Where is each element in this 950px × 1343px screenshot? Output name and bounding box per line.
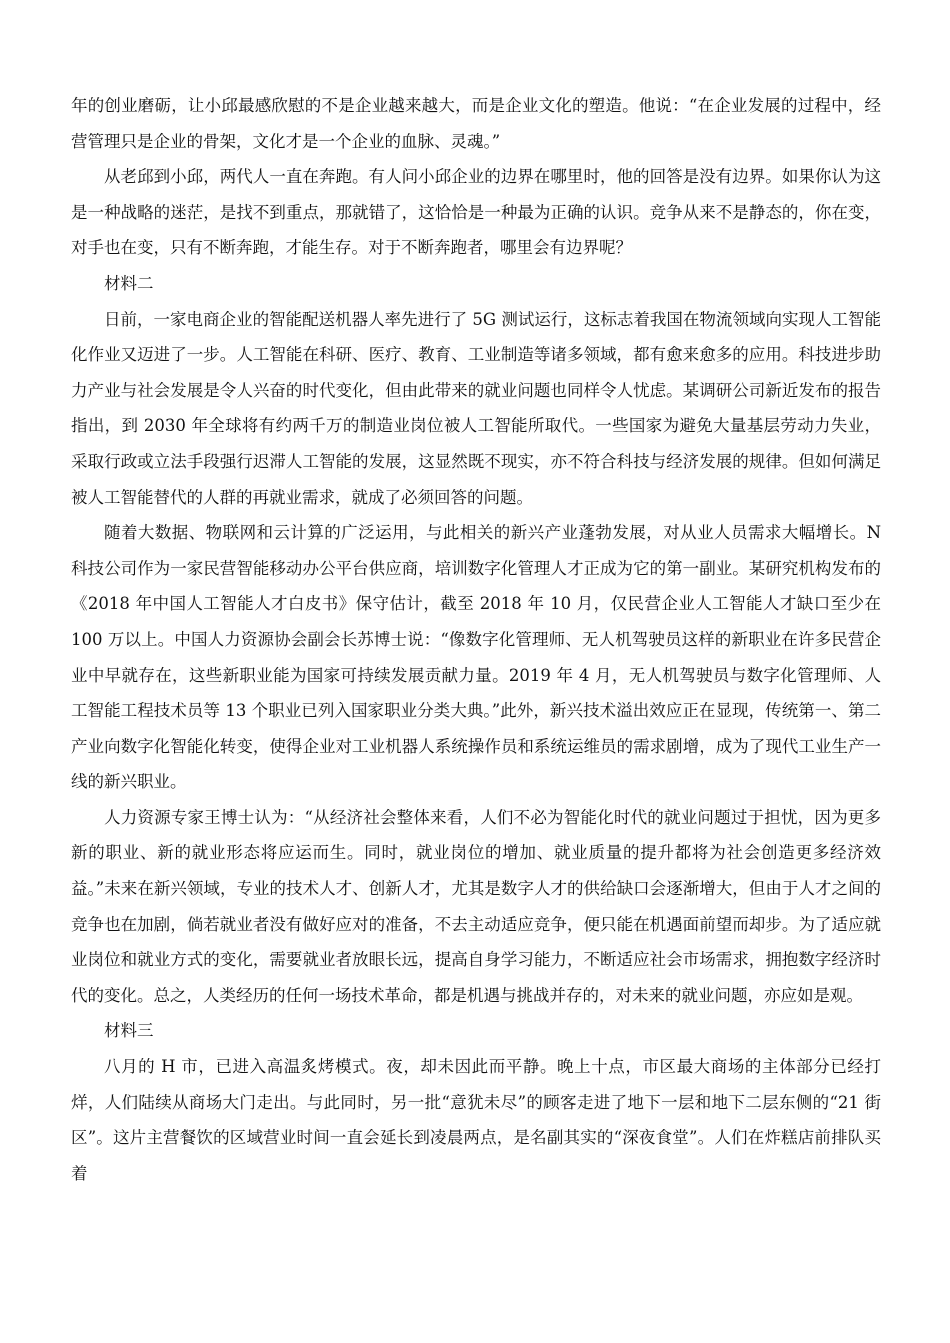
paragraph: 从老邱到小邱，两代人一直在奔跑。有人问小邱企业的边界在哪里时，他的回答是没有边界。如果你认为这是一种战略的迷茫，是找不到重点，那就错了，这恰恰是一种最为正确的认识。竞争从来不是静态的，你在变，对手也在变，只有不断奔跑，才能生存。对于不断奔跑者，哪里会有边界呢？ xyxy=(71,167,881,258)
section-heading-material-3: 材料三 xyxy=(104,1021,154,1041)
document-page xyxy=(71,88,881,1191)
paragraph: 八月的 H 市，已进入高温炙烤模式。夜，却未因此而平静。晚上十点，市区最大商场的主体部分已经打烊，人们陆续从商场大门走出。与此同时，另一批“意犹未尽”的顾客走进了地下一层和地下二层东侧的“21 街区”。这片主营餐饮的区域营业时间一直会延长到凌晨两点，是名副其实的“深夜食堂”。人们在炸糕店前排队买着 xyxy=(71,1057,881,1183)
paragraph: 随着大数据、物联网和云计算的广泛运用，与此相关的新兴产业蓬勃发展，对从业人员需求大幅增长。N 科技公司作为一家民营智能移动办公平台供应商，培训数字化管理人才正成为它的第一副业。某研究机构发布的《2018 年中国人工智能人才白皮书》保守估计，截至 2018 年 10 月，仅民营企业人工智能人才缺口至少在 100 万以上。中国人力资源协会副会长苏博士说：“像数字化管理师、无人机驾驶员这样的新职业在许多民营企业中早就存在，这些新职业能为国家可持续发展贡献力量。2019 年 4 月，无人机驾驶员与数字化管理师、人工智能工程技术员等 13 个职业已列入国家职业分类大典。”此外，新兴技术溢出效应正在显现，传统第一、第二产业向数字化智能化转变，使得企业对工业机器人系统操作员和系统运维员的需求剧增，成为了现代工业生产一线的新兴职业。 xyxy=(71,523,881,792)
paragraph-continued: 年的创业磨砺，让小邱最感欣慰的不是企业越来越大，而是企业文化的塑造。他说：“在企业发展的过程中，经营管理只是企业的骨架，文化才是一个企业的血脉、灵魂。” xyxy=(71,96,881,151)
paragraph: 人力资源专家王博士认为：“从经济社会整体来看，人们不必为智能化时代的就业问题过于担忧，因为更多新的职业、新的就业形态将应运而生。同时，就业岗位的增加、就业质量的提升都将为社会创造更多经济效益。”未来在新兴领域，专业的技术人才、创新人才，尤其是数字人才的供给缺口会逐渐增大，但由于人才之间的竞争也在加剧，倘若就业者没有做好应对的准备，不去主动适应竞争，便只能在机遇面前望而却步。为了适应就业岗位和就业方式的变化，需要就业者放眼长远，提高自身学习能力，不断适应社会市场需求，拥抱数字经济时代的变化。总之，人类经历的任何一场技术革命，都是机遇与挑战并存的，对未来的就业问题，亦应如是观。 xyxy=(71,807,881,1005)
section-heading-material-2: 材料二 xyxy=(104,273,154,293)
paragraph: 日前，一家电商企业的智能配送机器人率先进行了 5G 测试运行，这标志着我国在物流领域向实现人工智能化作业又迈进了一步。人工智能在科研、医疗、教育、工业制造等诸多领域，都有愈来愈多的应用。科技进步助力产业与社会发展是令人兴奋的时代变化，但由此带来的就业问题也同样令人忧虑。某调研公司新近发布的报告指出，到 2030 年全球将有约两千万的制造业岗位被人工智能所取代。一些国家为避免大量基层劳动力失业，采取行政或立法手段强行迟滞人工智能的发展，这显然既不现实，亦不符合科技与经济发展的规律。但如何满足被人工智能替代的人群的再就业需求，就成了必须回答的问题。 xyxy=(71,309,881,507)
